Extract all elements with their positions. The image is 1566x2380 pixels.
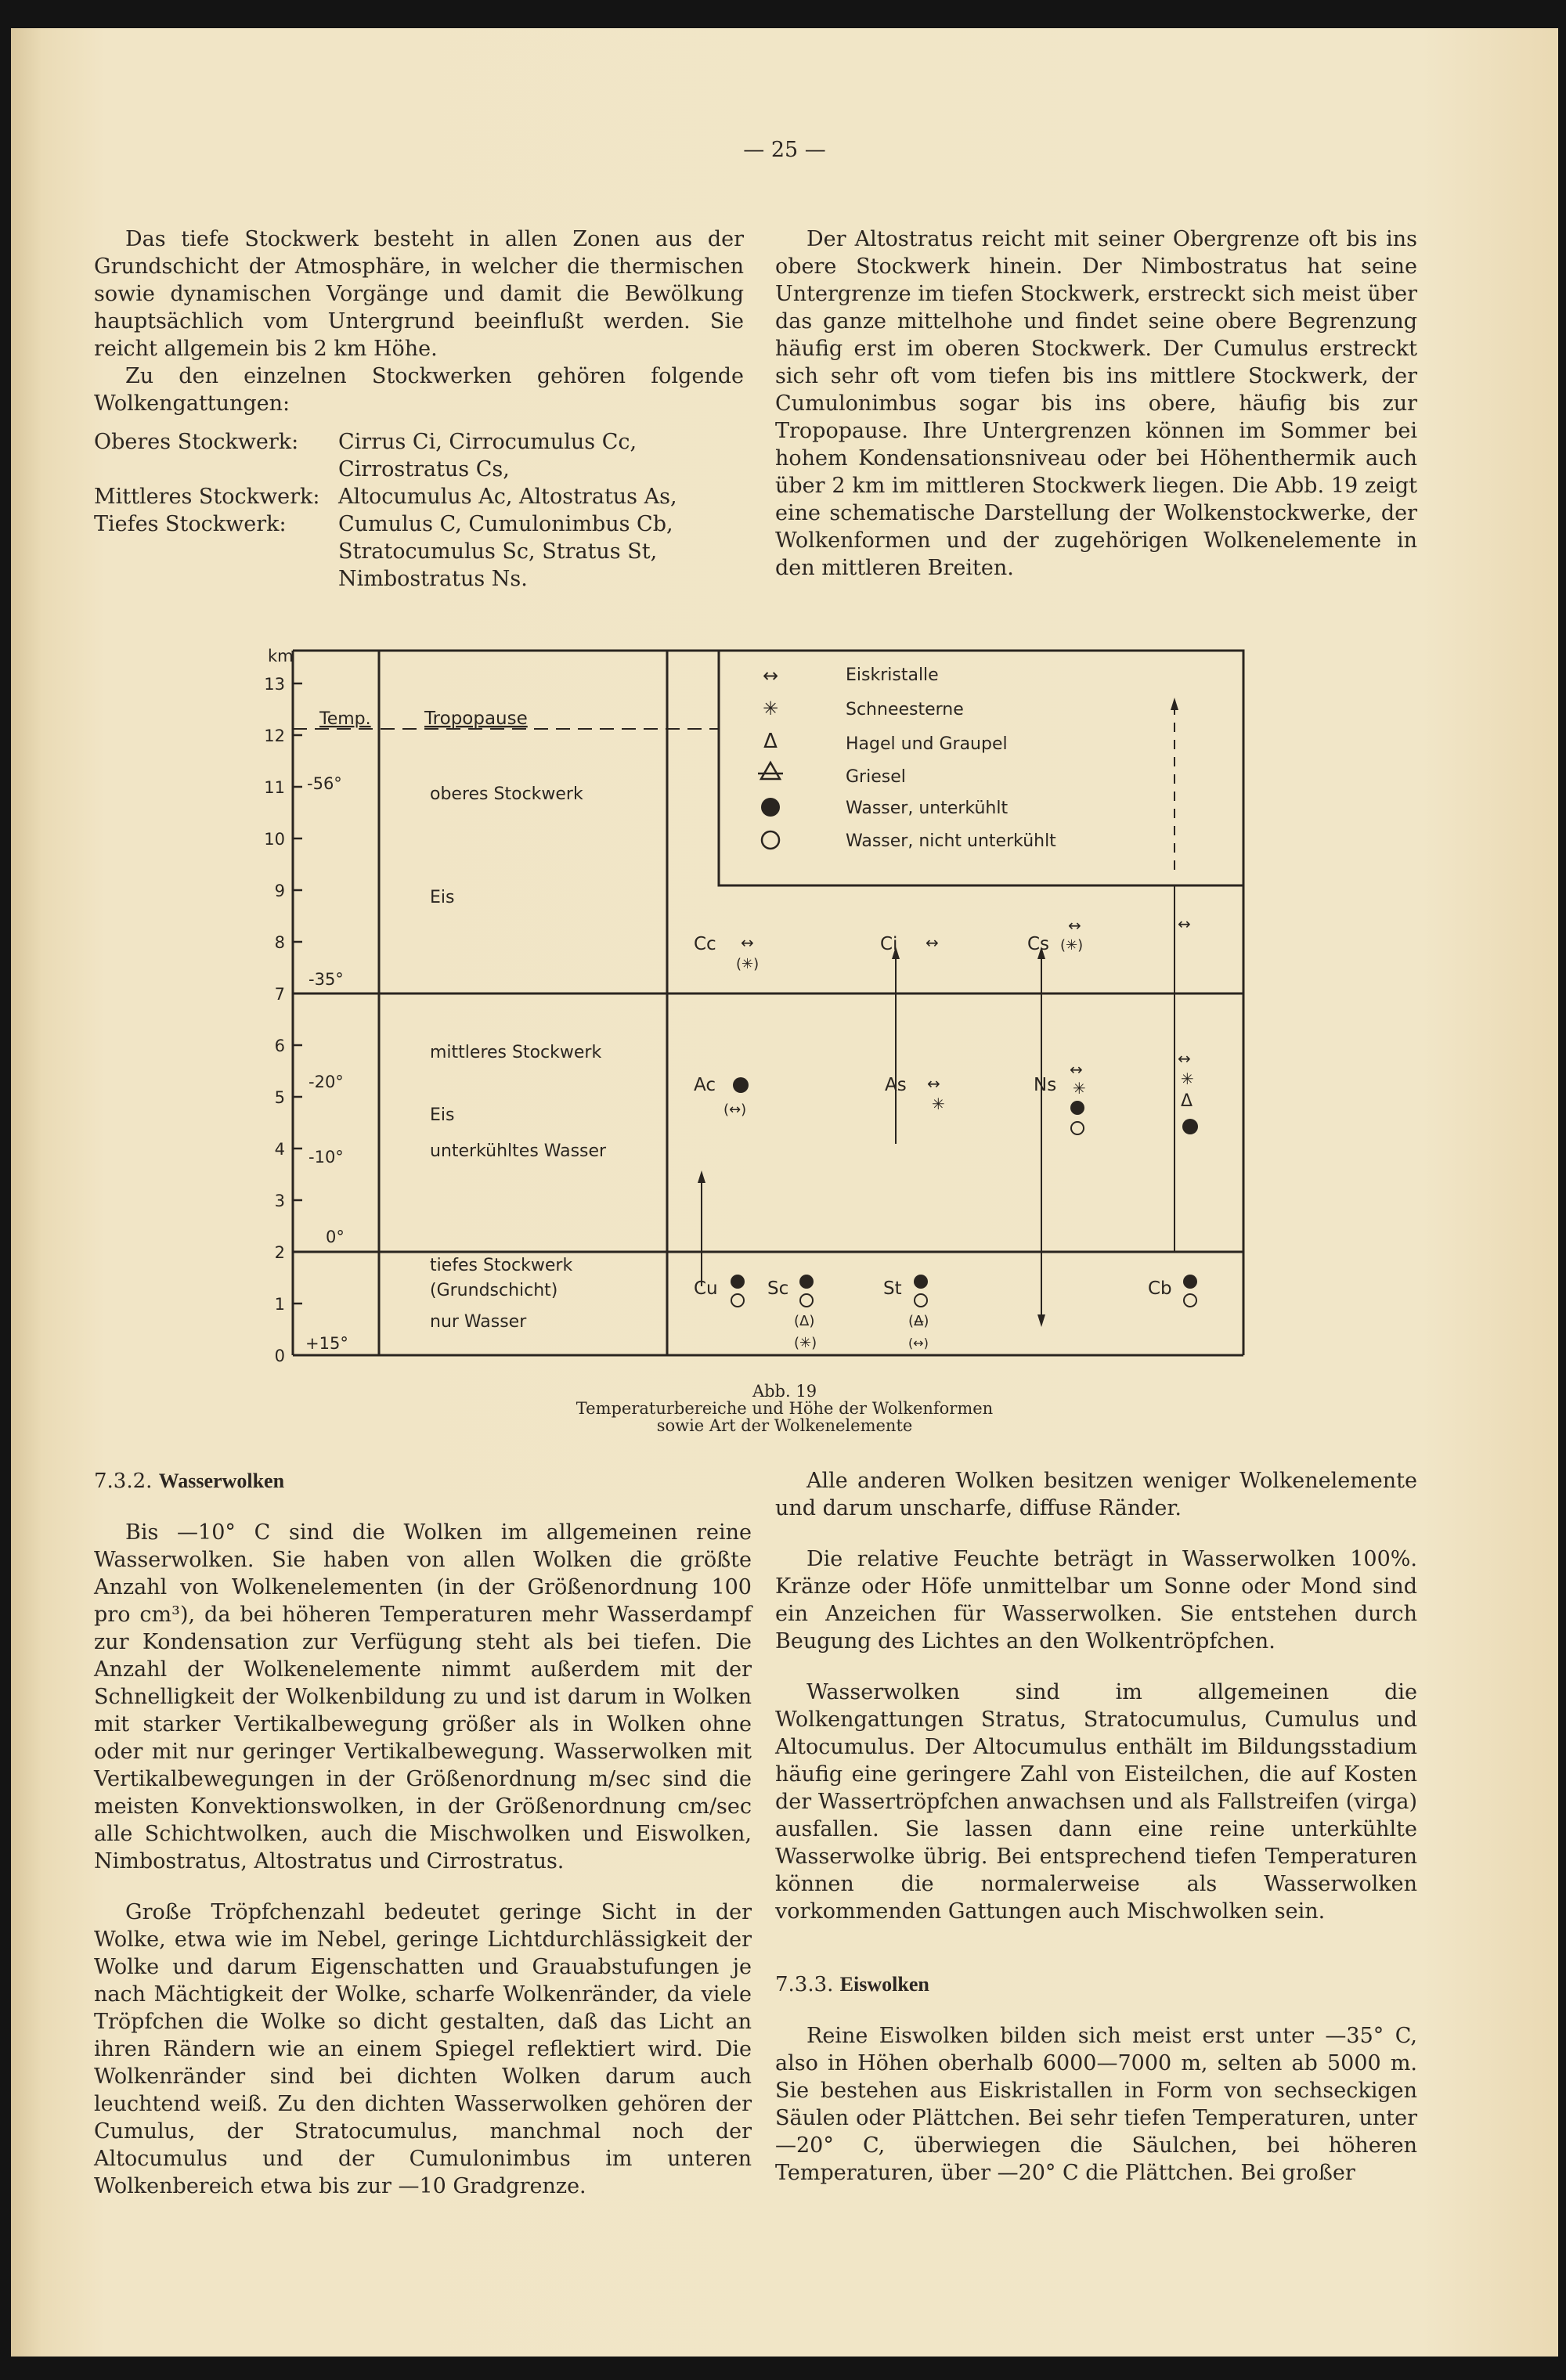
intro-paragraph-2: Zu den einzelnen Stockwerken gehören folgende Wolkengattungen: [94,364,744,416]
ns-snow-symbol: ✳ [1073,1079,1086,1098]
tropopause-label: Tropopause [424,709,528,729]
book-page [11,28,1558,2357]
km-tick-label: 2 [274,1243,285,1262]
intro-left-column [94,225,744,417]
level-label: Oberes Stockwerk: [94,430,299,454]
ac-water-symbol [733,1077,749,1093]
legend-label: Wasser, nicht unterkühlt [846,831,1056,851]
cb-lower-ring-symbol [1184,1294,1196,1307]
temp-label: 0° [326,1228,345,1246]
lower-level-sub1: (Grundschicht) [430,1281,558,1300]
level-row-lower [94,510,760,593]
sc-water-symbol [799,1275,814,1289]
temp-label: -20° [309,1073,344,1091]
st-ice-symbol: (↔) [908,1336,929,1350]
cloud-ac: Ac [694,1075,716,1095]
as-ice-symbol: ↔ [927,1074,940,1093]
lower-level-sub2: nur Wasser [430,1312,527,1332]
axis-unit: km [268,647,294,665]
km-tick-label: 4 [274,1140,285,1159]
cs-ice-symbol: ↔ [1068,916,1081,935]
cs-snow-symbol: (✳) [1060,937,1084,954]
km-tick-label: 11 [264,778,285,797]
water-symbol [762,831,779,849]
temp-label: -10° [309,1148,344,1167]
km-tick-label: 13 [264,675,285,694]
level-value: Cumulus C, Cumulonimbus Cb, Stratocumulus Sc, Stratus St, Nimbostratus Ns. [338,512,673,591]
section-732-column [94,1467,752,2200]
cloud-ci: Ci [880,934,898,954]
legend-label: Hagel und Graupel [846,734,1008,754]
level-row-upper [94,428,760,483]
cb-hail-symbol: Δ [1181,1091,1193,1111]
lower-right-column [775,1467,1417,2187]
cu-water-symbol [731,1275,745,1289]
snowflake-symbol: ✳ [762,698,779,719]
middle-level-sub1: Eis [430,1105,455,1125]
cb-arrow-head [1171,698,1178,710]
caption-line-1: Temperaturbereiche und Höhe der Wolkenformen [576,1399,994,1418]
section-732-number: 7.3.2. [94,1469,153,1493]
st-water-symbol [914,1275,928,1289]
caption-title: Abb. 19 [752,1382,817,1401]
temp-label: +15° [305,1334,348,1353]
km-tick-label: 0 [274,1347,285,1363]
upper-level-title: oberes Stockwerk [430,784,583,804]
cb-lower-water-symbol [1183,1275,1197,1289]
level-row-middle [94,483,760,510]
cloud-ns: Ns [1034,1075,1057,1095]
temp-label: -56° [307,774,342,793]
ice-crystal-symbol: ↔ [762,665,779,687]
graupel-symbol [758,763,783,779]
cloud-levels-table [94,428,760,593]
legend-label: Eiskristalle [846,665,939,685]
cloud-cb: Cb [1148,1278,1172,1299]
intro-right-paragraph: Der Altostratus reicht mit seiner Obergrenze oft bis ins obere Stockwerk hinein. Der Nimbostratus hat seine Untergrenze im tiefen Stockwerk, erstreckt sich meist über das ganze mittelhohe und findet seine obere Begrenzung häufig erst im oberen Stockwerk. Der Cumulus erstreckt sich sehr oft vom tiefen bis ins mittlere Stockwerk, der Cumulonimbus sogar bis ins obere, häufig bis zur Tropopause. Ihre Untergrenzen können im Sommer bei hohem Kondensationsniveau oder bei Höhenthermik auch über 2 km im mittleren Stockwerk liegen. Die Abb. 19 zeigt eine schematische Darstellung der Wolkenstockwerke, der Wolkenformen und der zugehörigen Wolkenelemente in den mittleren Breiten. [775,227,1417,580]
cloud-sc: Sc [767,1278,789,1299]
middle-level-sub2: unterkühltes Wasser [430,1141,607,1161]
level-label: Tiefes Stockwerk: [94,512,287,536]
cloud-cu: Cu [694,1278,718,1299]
cb-snow-symbol: ✳ [1181,1069,1194,1088]
upper-level-sub: Eis [430,888,455,907]
middle-level-title: mittleres Stockwerk [430,1043,602,1062]
section-732-heading [94,1467,752,1495]
st-graupel-symbol: (Δ̶) [908,1313,929,1329]
legend-label: Schneesterne [846,700,964,719]
cb-water-symbol [1182,1119,1198,1134]
km-tick-label: 5 [274,1088,285,1107]
caption-line-2: sowie Art der Wolkenelemente [656,1416,913,1435]
section-733-title: Eiswolken [839,1973,929,1996]
as-snow-symbol: ✳ [932,1094,945,1113]
temp-header: Temp. [319,709,371,729]
cloud-level-figure [254,635,1264,1363]
ns-ice-symbol: ↔ [1070,1060,1083,1079]
ac-ice-symbol: (↔) [723,1102,747,1118]
sc-ring-symbol [800,1294,813,1307]
cb-ice-symbol: ↔ [1178,1049,1191,1068]
lower-level-title: tiefes Stockwerk [430,1256,573,1275]
supercooled-water-symbol [761,798,780,817]
km-ticks [264,675,302,1363]
right-paragraph-3: Wasserwolken sind im allgemeinen die Wolkengattungen Stratus, Stratocumulus, Cumulus und Altocumulus. Der Altocumulus enthält im Bildungsstadium häufig eine geringere Zahl von Eisteilchen, die auf Kosten der Wassertröpfchen anwachsen und als Fallstreifen (virga) ausfallen. Sie lassen dann eine reine unterkühlte Wasserwolke übrig. Bei entsprechend tiefen Temperaturen können die normalerweise als Wasserwolken vorkommenden Gattungen auch Mischwolken sein. [775,1680,1417,1924]
ns-water-symbol [1070,1101,1084,1115]
section-733-number: 7.3.3. [775,1973,834,1996]
level-label: Mittleres Stockwerk: [94,485,320,509]
level-value: Altocumulus Ac, Altostratus As, [338,485,677,509]
ns-arrow-head-down [1037,1314,1045,1327]
section-733-heading [775,1971,1417,1999]
km-tick-label: 10 [264,830,285,849]
km-tick-label: 7 [274,985,285,1004]
ns-ring-symbol [1071,1122,1084,1134]
temp-label: -35° [309,970,344,989]
cloud-st: St [883,1278,902,1299]
page-number: — 25 — [743,138,826,162]
cc-ice-symbol: ↔ [741,933,754,952]
km-tick-label: 6 [274,1037,285,1055]
ci-ice-symbol: ↔ [926,933,939,952]
figure-caption [11,1383,1558,1434]
km-tick-label: 8 [274,933,285,952]
intro-right-column [775,225,1417,582]
cloud-as: As [885,1075,907,1095]
level-value: Cirrus Ci, Cirrocumulus Cc, Cirrostratus Cs, [338,430,637,481]
cc-snow-symbol: (✳) [736,956,760,972]
legend-label: Griesel [846,767,906,787]
right-paragraph-2: Die relative Feuchte beträgt in Wasserwolken 100%. Kränze oder Höfe unmittelbar um Sonne oder Mond sind ein Anzeichen für Wasserwolken. Sie entstehen durch Beugung des Lichtes an den Wolkentröpfchen. [775,1547,1417,1653]
st-ring-symbol [915,1294,927,1307]
hail-symbol: Δ [763,730,778,753]
cb-upper-ice-symbol: ↔ [1178,914,1191,933]
section-732-title: Wasserwolken [158,1469,285,1492]
km-tick-label: 12 [264,727,285,745]
legend-label: Wasser, unterkühlt [846,799,1009,818]
cu-ring-symbol [731,1294,744,1307]
intro-paragraph-1: Das tiefe Stockwerk besteht in allen Zonen aus der Grundschicht der Atmosphäre, in welcher die thermischen sowie dynamischen Vorgänge und damit die Bewölkung hauptsächlich vom Untergrund beeinflußt werden. Sie reicht allgemein bis 2 km Höhe. [94,227,744,361]
section-732-paragraph-1: Bis —10° C sind die Wolken im allgemeinen reine Wasserwolken. Sie haben von allen Wolken die größte Anzahl von Wolkenelementen (in der Größenordnung 100 pro cm³), da bei höheren Temperaturen mehr Wasserdampf zur Kondensation zur Verfügung steht als bei tiefen. Die Anzahl der Wolkenelemente nimmt außerdem mit der Schnelligkeit der Wolkenbildung zu und ist darum in Wolken mit starker Vertikalbewegung größer als in Wolken ohne oder mit nur geringer Vertikalbewegung. Wasserwolken mit Vertikalbewegungen in der Größenordnung m/sec sind die meisten Konvektionswolken, in der Größenordnung cm/sec alle Schichtwolken, auch die Mischwolken und Eiswolken, Nimbostratus, Altostratus und Cirrostratus. [94,1520,752,1873]
km-tick-label: 1 [274,1295,285,1314]
section-733-paragraph-1: Reine Eiswolken bilden sich meist erst unter —35° C, also in Höhen oberhalb 6000—7000 m, selten ab 5000 m. Sie bestehen aus Eiskristallen in Form von sechseckigen Säulen oder Plättchen. Bei sehr tiefen Temperaturen, unter —20° C, überwiegen die Säulchen, bei höheren Temperaturen, über —20° C die Plättchen. Bei großer [775,2024,1417,2185]
cloud-cs: Cs [1027,934,1050,954]
cu-arrow-head [698,1170,705,1183]
sc-snow-symbol: (✳) [794,1335,817,1351]
cloud-cc: Cc [694,934,716,954]
km-tick-label: 9 [274,882,285,900]
sc-hail-symbol: (Δ) [794,1313,815,1329]
section-732-paragraph-2: Große Tröpfchenzahl bedeutet geringe Sicht in der Wolke, etwa wie im Nebel, geringe Lichtdurchlässigkeit der Wolke und darum Eigenschatten und Grauabstufungen je nach Mächtigkeit der Wolke, scharfe Wolkenränder, da viele Tröpfchen die Wolke so dicht gestalten, daß das Licht an ihren Rändern wie an einem Spiegel reflektiert wird. Die Wolkenränder sind bei dichten Wolken darum auch leuchtend weiß. Zu den dichten Wasserwolken gehören der Cumulus, der Stratocumulus, manchmal noch der Altocumulus und der Cumulonimbus im unteren Wolkenbereich etwa bis zur —10 Gradgrenze. [94,1900,752,2198]
km-tick-label: 3 [274,1192,285,1210]
right-paragraph-1: Alle anderen Wolken besitzen weniger Wolkenelemente und darum unscharfe, diffuse Ränder. [775,1469,1417,1520]
